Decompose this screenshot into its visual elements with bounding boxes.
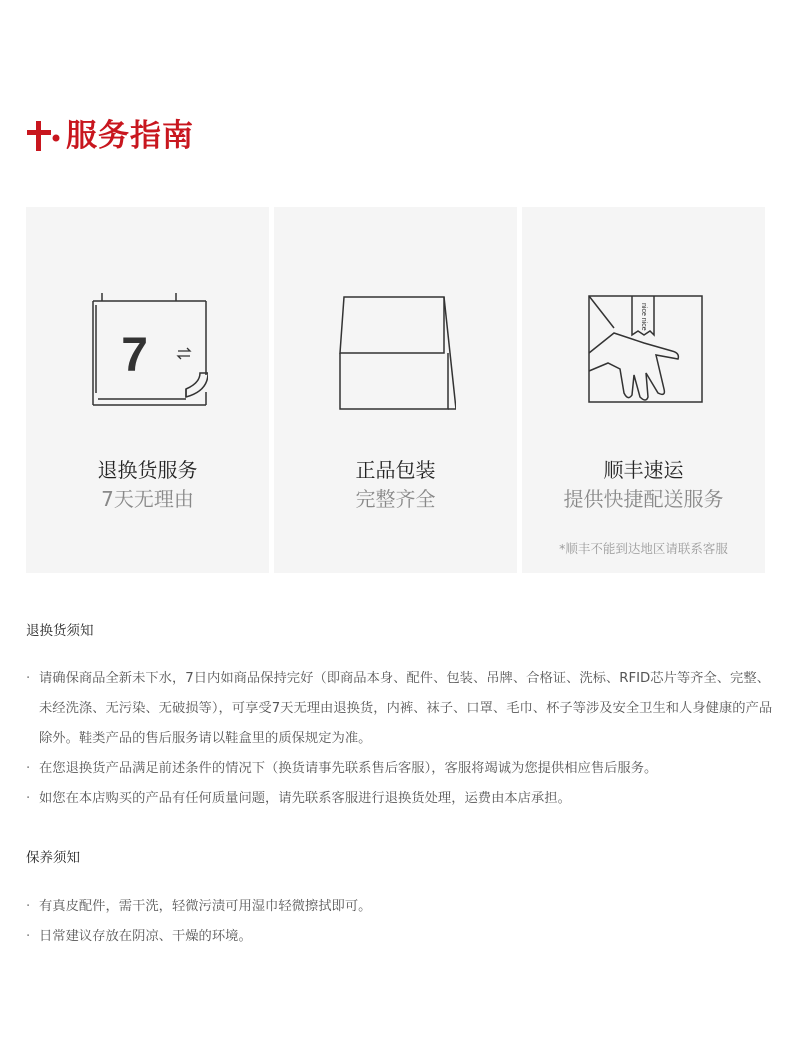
list-item: · 日常建议存放在阴凉、干燥的环境。 xyxy=(26,929,252,944)
care-list xyxy=(26,892,774,952)
red-plus-dot-icon xyxy=(26,118,62,154)
card-authentic-package xyxy=(274,207,517,573)
list-item: · 有真皮配件，需干洗，轻微污渍可用湿巾轻微擦拭即可。 xyxy=(26,899,372,914)
package-box-icon xyxy=(336,293,456,413)
returns-list xyxy=(26,664,774,814)
card-subtitle: 提供快捷配送服务 xyxy=(563,487,724,511)
svg-text:7: 7 xyxy=(120,329,148,382)
card-title: 正品包装 xyxy=(355,458,436,482)
list-item: · 在您退换货产品满足前述条件的情况下（换货请事先联系售后客服），客服将竭诚为您提供相应售后服务。 xyxy=(26,761,658,776)
list-item: · 如您在本店购买的产品有任何质量问题，请先联系客服进行退换货处理，运费由本店承担。 xyxy=(26,791,571,806)
card-express-delivery xyxy=(522,207,765,573)
svg-text:nice nice: nice nice xyxy=(639,303,647,331)
service-cards xyxy=(26,207,765,573)
returns-section-title: 退换货须知 xyxy=(26,623,94,639)
card-subtitle: 完整齐全 xyxy=(355,487,436,511)
card-subtitle: 7天无理由 xyxy=(101,487,194,511)
care-section-title: 保养须知 xyxy=(26,850,80,866)
page-title: 服务指南 xyxy=(66,118,194,154)
card-returns xyxy=(26,207,269,573)
card-note: *顺丰不能到达地区请联系客服 xyxy=(559,541,728,556)
card-title: 退换货服务 xyxy=(97,458,198,482)
calendar-exchange-icon xyxy=(88,293,208,413)
page-header xyxy=(26,118,194,154)
hand-box-delivery-icon xyxy=(584,293,704,413)
card-title: 顺丰速运 xyxy=(603,458,684,482)
list-item: · 请确保商品全新未下水，7日内如商品保持完好（即商品本身、配件、包装、吊牌、合格证、洗标、RFID芯片等齐全、完整、未经洗涤、无污染、无破损等），可享受7天无理由退换货，内裤、袜子、口罩、毛巾、杯子等涉及安全卫生和人身健康的产品除外。鞋类产品的售后服务请以鞋盒里的质保规定为准。 xyxy=(26,671,773,746)
